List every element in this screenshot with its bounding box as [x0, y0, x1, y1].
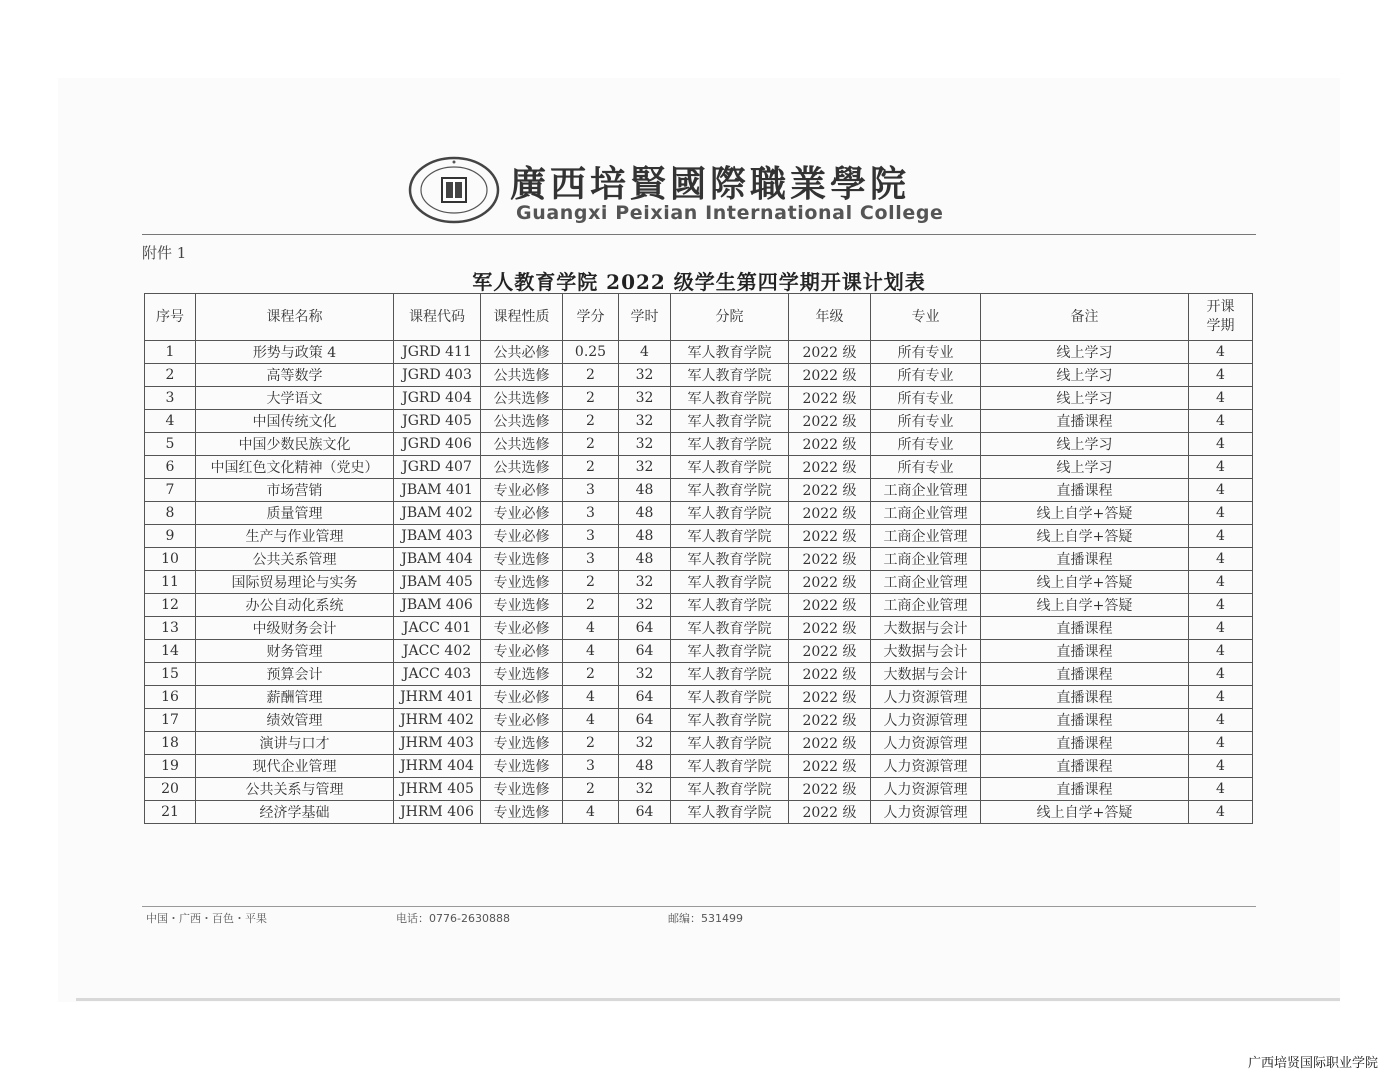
cell-school: 军人教育学院 [671, 640, 789, 663]
cell-credits: 0.25 [563, 341, 619, 364]
cell-remarks: 线上自学+答疑 [981, 801, 1189, 824]
table-row [145, 617, 1253, 640]
cell-course-type: 公共必修 [481, 341, 563, 364]
cell-course-type: 公共选修 [481, 433, 563, 456]
cell-credits: 2 [563, 410, 619, 433]
cell-course-name: 高等数学 [196, 364, 394, 387]
cell-course-name: 演讲与口才 [196, 732, 394, 755]
footer-rule [142, 906, 1256, 907]
table-row [145, 571, 1253, 594]
cell-hours: 48 [619, 502, 671, 525]
cell-index: 3 [145, 387, 196, 410]
cell-school: 军人教育学院 [671, 456, 789, 479]
cell-semester: 4 [1189, 525, 1253, 548]
table-row [145, 801, 1253, 824]
cell-course-code: JHRM 403 [394, 732, 481, 755]
footer-phone: 电话：0776-2630888 [396, 912, 510, 925]
cell-semester: 4 [1189, 387, 1253, 410]
cell-school: 军人教育学院 [671, 548, 789, 571]
cell-course-code: JGRD 403 [394, 364, 481, 387]
cell-semester: 4 [1189, 433, 1253, 456]
cell-index: 6 [145, 456, 196, 479]
cell-course-code: JHRM 401 [394, 686, 481, 709]
cell-course-type: 公共选修 [481, 387, 563, 410]
cell-major: 所有专业 [871, 410, 981, 433]
cell-course-name: 办公自动化系统 [196, 594, 394, 617]
cell-major: 工商企业管理 [871, 548, 981, 571]
cell-course-name: 财务管理 [196, 640, 394, 663]
cell-semester: 4 [1189, 456, 1253, 479]
cell-grade: 2022 级 [789, 640, 871, 663]
cell-semester: 4 [1189, 410, 1253, 433]
cell-credits: 4 [563, 640, 619, 663]
cell-course-type: 专业选修 [481, 571, 563, 594]
table-row [145, 502, 1253, 525]
cell-credits: 2 [563, 364, 619, 387]
cell-remarks: 直播课程 [981, 663, 1189, 686]
cell-remarks: 线上学习 [981, 387, 1189, 410]
cell-school: 军人教育学院 [671, 410, 789, 433]
cell-course-code: JGRD 411 [394, 341, 481, 364]
table-row [145, 709, 1253, 732]
header-remarks: 备注 [981, 294, 1189, 341]
cell-major: 大数据与会计 [871, 640, 981, 663]
footer-postcode: 邮编：531499 [668, 912, 743, 925]
table-row [145, 410, 1253, 433]
cell-semester: 4 [1189, 548, 1253, 571]
cell-semester: 4 [1189, 571, 1253, 594]
cell-remarks: 直播课程 [981, 548, 1189, 571]
cell-school: 军人教育学院 [671, 594, 789, 617]
cell-course-type: 专业必修 [481, 502, 563, 525]
cell-major: 工商企业管理 [871, 571, 981, 594]
cell-credits: 2 [563, 456, 619, 479]
header-semester: 开课学期 [1189, 294, 1253, 341]
table-row [145, 755, 1253, 778]
cell-semester: 4 [1189, 594, 1253, 617]
table-row [145, 732, 1253, 755]
cell-remarks: 直播课程 [981, 709, 1189, 732]
cell-remarks: 线上自学+答疑 [981, 502, 1189, 525]
cell-course-code: JHRM 405 [394, 778, 481, 801]
cell-hours: 64 [619, 801, 671, 824]
header-course-name: 课程名称 [196, 294, 394, 341]
table-row [145, 594, 1253, 617]
cell-grade: 2022 级 [789, 525, 871, 548]
cell-school: 军人教育学院 [671, 479, 789, 502]
cell-major: 人力资源管理 [871, 778, 981, 801]
cell-course-code: JBAM 404 [394, 548, 481, 571]
header-school: 分院 [671, 294, 789, 341]
cell-course-type: 公共选修 [481, 410, 563, 433]
cell-index: 17 [145, 709, 196, 732]
cell-course-name: 中国传统文化 [196, 410, 394, 433]
cell-course-name: 中级财务会计 [196, 617, 394, 640]
cell-remarks: 直播课程 [981, 778, 1189, 801]
cell-semester: 4 [1189, 479, 1253, 502]
cell-course-name: 市场营销 [196, 479, 394, 502]
corner-watermark: 广西培贤国际职业学院 [1247, 1056, 1378, 1071]
cell-course-code: JHRM 404 [394, 755, 481, 778]
cell-hours: 32 [619, 778, 671, 801]
college-logo [408, 150, 978, 230]
header-rule [142, 234, 1256, 235]
cell-course-type: 专业必修 [481, 525, 563, 548]
table-row [145, 686, 1253, 709]
cell-course-code: JACC 401 [394, 617, 481, 640]
attachment-label: 附件 1 [142, 244, 187, 262]
cell-remarks: 线上学习 [981, 456, 1189, 479]
cell-remarks: 直播课程 [981, 617, 1189, 640]
cell-credits: 3 [563, 502, 619, 525]
cell-semester: 4 [1189, 364, 1253, 387]
cell-index: 10 [145, 548, 196, 571]
table-row [145, 525, 1253, 548]
cell-course-code: JBAM 403 [394, 525, 481, 548]
cell-remarks: 直播课程 [981, 640, 1189, 663]
cell-course-type: 专业必修 [481, 617, 563, 640]
cell-index: 11 [145, 571, 196, 594]
cell-semester: 4 [1189, 640, 1253, 663]
cell-course-name: 预算会计 [196, 663, 394, 686]
cell-hours: 64 [619, 686, 671, 709]
cell-semester: 4 [1189, 732, 1253, 755]
cell-semester: 4 [1189, 801, 1253, 824]
cell-course-name: 公共关系管理 [196, 548, 394, 571]
table-row [145, 433, 1253, 456]
cell-semester: 4 [1189, 663, 1253, 686]
cell-course-type: 专业选修 [481, 548, 563, 571]
cell-major: 人力资源管理 [871, 709, 981, 732]
cell-school: 军人教育学院 [671, 778, 789, 801]
cell-hours: 48 [619, 755, 671, 778]
cell-school: 军人教育学院 [671, 686, 789, 709]
cell-hours: 32 [619, 732, 671, 755]
table-row [145, 387, 1253, 410]
cell-course-type: 专业必修 [481, 640, 563, 663]
cell-school: 军人教育学院 [671, 502, 789, 525]
cell-grade: 2022 级 [789, 341, 871, 364]
cell-course-type: 专业选修 [481, 755, 563, 778]
cell-course-code: JBAM 405 [394, 571, 481, 594]
cell-course-type: 专业选修 [481, 801, 563, 824]
cell-remarks: 线上自学+答疑 [981, 571, 1189, 594]
cell-major: 工商企业管理 [871, 525, 981, 548]
cell-course-type: 专业必修 [481, 686, 563, 709]
cell-course-name: 质量管理 [196, 502, 394, 525]
cell-major: 所有专业 [871, 433, 981, 456]
college-name-cn: 廣西培賢國際職業學院 [510, 163, 911, 205]
cell-grade: 2022 级 [789, 479, 871, 502]
cell-course-type: 专业选修 [481, 732, 563, 755]
cell-index: 15 [145, 663, 196, 686]
cell-major: 大数据与会计 [871, 617, 981, 640]
cell-grade: 2022 级 [789, 548, 871, 571]
cell-semester: 4 [1189, 755, 1253, 778]
cell-major: 人力资源管理 [871, 801, 981, 824]
table-row [145, 640, 1253, 663]
cell-credits: 2 [563, 571, 619, 594]
document-title: 军人教育学院 2022 级学生第四学期开课计划表 [472, 270, 926, 294]
cell-school: 军人教育学院 [671, 433, 789, 456]
cell-remarks: 直播课程 [981, 410, 1189, 433]
cell-credits: 2 [563, 778, 619, 801]
cell-credits: 4 [563, 686, 619, 709]
college-seal-icon [408, 156, 500, 224]
cell-course-name: 生产与作业管理 [196, 525, 394, 548]
cell-remarks: 线上学习 [981, 341, 1189, 364]
cell-major: 所有专业 [871, 341, 981, 364]
cell-course-code: JGRD 406 [394, 433, 481, 456]
cell-credits: 2 [563, 387, 619, 410]
cell-grade: 2022 级 [789, 801, 871, 824]
cell-semester: 4 [1189, 341, 1253, 364]
cell-credits: 3 [563, 548, 619, 571]
cell-index: 16 [145, 686, 196, 709]
cell-course-name: 中国红色文化精神（党史） [196, 456, 394, 479]
cell-course-type: 专业必修 [481, 479, 563, 502]
table-row [145, 548, 1253, 571]
cell-hours: 32 [619, 663, 671, 686]
cell-hours: 4 [619, 341, 671, 364]
cell-course-code: JACC 402 [394, 640, 481, 663]
cell-index: 12 [145, 594, 196, 617]
cell-hours: 64 [619, 709, 671, 732]
cell-course-code: JGRD 405 [394, 410, 481, 433]
cell-course-code: JHRM 402 [394, 709, 481, 732]
header-hours: 学时 [619, 294, 671, 341]
cell-index: 4 [145, 410, 196, 433]
cell-hours: 48 [619, 479, 671, 502]
sheet-edge [76, 998, 1340, 1001]
cell-school: 军人教育学院 [671, 617, 789, 640]
cell-grade: 2022 级 [789, 617, 871, 640]
cell-course-type: 专业必修 [481, 709, 563, 732]
cell-remarks: 线上自学+答疑 [981, 525, 1189, 548]
cell-hours: 64 [619, 617, 671, 640]
cell-major: 工商企业管理 [871, 479, 981, 502]
cell-hours: 32 [619, 571, 671, 594]
cell-hours: 32 [619, 433, 671, 456]
cell-hours: 32 [619, 594, 671, 617]
cell-course-code: JHRM 406 [394, 801, 481, 824]
cell-course-name: 大学语文 [196, 387, 394, 410]
cell-hours: 32 [619, 456, 671, 479]
cell-credits: 3 [563, 755, 619, 778]
table-row [145, 479, 1253, 502]
cell-course-name: 绩效管理 [196, 709, 394, 732]
cell-semester: 4 [1189, 778, 1253, 801]
cell-major: 工商企业管理 [871, 594, 981, 617]
cell-credits: 2 [563, 433, 619, 456]
cell-grade: 2022 级 [789, 732, 871, 755]
cell-credits: 3 [563, 525, 619, 548]
cell-credits: 3 [563, 479, 619, 502]
table-row [145, 778, 1253, 801]
cell-index: 7 [145, 479, 196, 502]
cell-major: 工商企业管理 [871, 502, 981, 525]
cell-school: 军人教育学院 [671, 801, 789, 824]
cell-course-code: JACC 403 [394, 663, 481, 686]
cell-school: 军人教育学院 [671, 755, 789, 778]
cell-course-code: JGRD 404 [394, 387, 481, 410]
table-row [145, 364, 1253, 387]
cell-index: 21 [145, 801, 196, 824]
cell-school: 军人教育学院 [671, 732, 789, 755]
cell-school: 军人教育学院 [671, 571, 789, 594]
cell-semester: 4 [1189, 709, 1253, 732]
cell-school: 军人教育学院 [671, 341, 789, 364]
cell-index: 20 [145, 778, 196, 801]
cell-course-code: JGRD 407 [394, 456, 481, 479]
cell-major: 人力资源管理 [871, 732, 981, 755]
cell-index: 5 [145, 433, 196, 456]
cell-grade: 2022 级 [789, 778, 871, 801]
cell-remarks: 直播课程 [981, 732, 1189, 755]
cell-major: 大数据与会计 [871, 663, 981, 686]
header-course-type: 课程性质 [481, 294, 563, 341]
cell-remarks: 直播课程 [981, 686, 1189, 709]
cell-school: 军人教育学院 [671, 525, 789, 548]
cell-grade: 2022 级 [789, 387, 871, 410]
cell-credits: 2 [563, 663, 619, 686]
table-row [145, 456, 1253, 479]
cell-grade: 2022 级 [789, 709, 871, 732]
cell-index: 18 [145, 732, 196, 755]
cell-index: 14 [145, 640, 196, 663]
cell-course-type: 专业选修 [481, 594, 563, 617]
cell-index: 8 [145, 502, 196, 525]
cell-grade: 2022 级 [789, 686, 871, 709]
cell-major: 所有专业 [871, 364, 981, 387]
cell-remarks: 线上自学+答疑 [981, 594, 1189, 617]
header-credits: 学分 [563, 294, 619, 341]
cell-course-name: 经济学基础 [196, 801, 394, 824]
cell-grade: 2022 级 [789, 456, 871, 479]
cell-course-name: 形势与政策 4 [196, 341, 394, 364]
cell-grade: 2022 级 [789, 410, 871, 433]
table-row [145, 663, 1253, 686]
cell-grade: 2022 级 [789, 364, 871, 387]
header-grade: 年级 [789, 294, 871, 341]
cell-semester: 4 [1189, 502, 1253, 525]
header-course-code: 课程代码 [394, 294, 481, 341]
cell-hours: 32 [619, 387, 671, 410]
cell-major: 人力资源管理 [871, 755, 981, 778]
cell-course-name: 公共关系与管理 [196, 778, 394, 801]
cell-school: 军人教育学院 [671, 364, 789, 387]
cell-grade: 2022 级 [789, 502, 871, 525]
cell-school: 军人教育学院 [671, 709, 789, 732]
college-name-en: Guangxi Peixian International College [516, 202, 944, 224]
cell-course-name: 中国少数民族文化 [196, 433, 394, 456]
header-index: 序号 [145, 294, 196, 341]
cell-credits: 4 [563, 617, 619, 640]
cell-remarks: 直播课程 [981, 479, 1189, 502]
cell-credits: 2 [563, 594, 619, 617]
cell-course-code: JBAM 401 [394, 479, 481, 502]
cell-hours: 32 [619, 410, 671, 433]
cell-grade: 2022 级 [789, 571, 871, 594]
cell-index: 1 [145, 341, 196, 364]
header-major: 专业 [871, 294, 981, 341]
cell-index: 2 [145, 364, 196, 387]
course-plan-table [144, 293, 1253, 824]
cell-semester: 4 [1189, 617, 1253, 640]
cell-credits: 4 [563, 801, 619, 824]
cell-course-code: JBAM 406 [394, 594, 481, 617]
cell-hours: 32 [619, 364, 671, 387]
cell-course-name: 薪酬管理 [196, 686, 394, 709]
cell-course-name: 现代企业管理 [196, 755, 394, 778]
footer-location: 中国・广西・百色・平果 [146, 912, 267, 925]
cell-remarks: 线上学习 [981, 364, 1189, 387]
cell-credits: 4 [563, 709, 619, 732]
cell-hours: 48 [619, 525, 671, 548]
cell-school: 军人教育学院 [671, 663, 789, 686]
cell-index: 19 [145, 755, 196, 778]
cell-course-name: 国际贸易理论与实务 [196, 571, 394, 594]
table-row [145, 341, 1253, 364]
cell-hours: 64 [619, 640, 671, 663]
cell-remarks: 直播课程 [981, 755, 1189, 778]
cell-grade: 2022 级 [789, 594, 871, 617]
cell-course-type: 公共选修 [481, 456, 563, 479]
cell-grade: 2022 级 [789, 663, 871, 686]
cell-major: 人力资源管理 [871, 686, 981, 709]
cell-index: 13 [145, 617, 196, 640]
cell-grade: 2022 级 [789, 433, 871, 456]
cell-course-type: 公共选修 [481, 364, 563, 387]
cell-course-code: JBAM 402 [394, 502, 481, 525]
cell-index: 9 [145, 525, 196, 548]
cell-major: 所有专业 [871, 387, 981, 410]
cell-remarks: 线上学习 [981, 433, 1189, 456]
table-header-row [145, 294, 1253, 341]
cell-semester: 4 [1189, 686, 1253, 709]
cell-hours: 48 [619, 548, 671, 571]
cell-credits: 2 [563, 732, 619, 755]
cell-school: 军人教育学院 [671, 387, 789, 410]
cell-grade: 2022 级 [789, 755, 871, 778]
cell-major: 所有专业 [871, 456, 981, 479]
cell-course-type: 专业选修 [481, 663, 563, 686]
cell-course-type: 专业选修 [481, 778, 563, 801]
